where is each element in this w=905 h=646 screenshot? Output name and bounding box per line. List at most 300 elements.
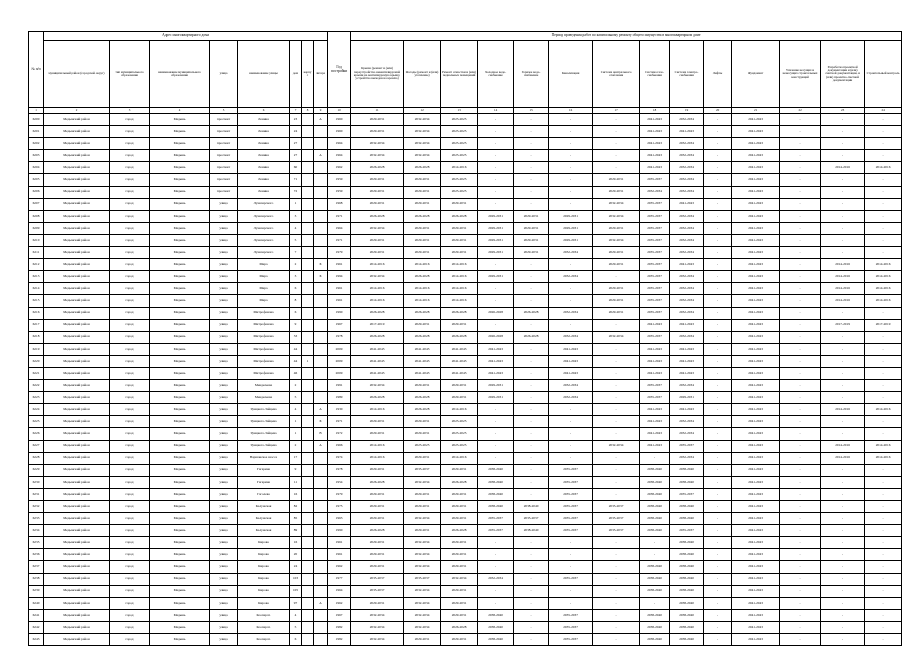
table-cell	[314, 476, 328, 488]
table-cell: 105	[290, 585, 302, 597]
table-cell: Варшавское шоссе	[238, 452, 290, 464]
table-cell: улица	[210, 440, 238, 452]
table-cell	[302, 464, 314, 476]
table-cell: 6224	[29, 404, 44, 416]
table-cell: город	[110, 259, 150, 271]
table-cell: -	[514, 597, 549, 609]
table-cell: -	[478, 561, 514, 573]
table-cell: -	[865, 621, 902, 633]
table-cell: -	[780, 597, 821, 609]
capital-repair-schedule-table	[28, 31, 902, 646]
table-row	[29, 283, 902, 295]
table-cell: 2029-2031	[404, 186, 441, 198]
table-row	[29, 271, 902, 283]
table-cell: -	[780, 331, 821, 343]
table-cell: 2029-2031	[593, 186, 640, 198]
table-cell: Медынь	[150, 621, 210, 633]
table-cell: 2041-2043	[732, 259, 780, 271]
table-cell: Медынский район	[44, 573, 110, 585]
table-cell: -	[514, 150, 549, 162]
table-cell: Медынский район	[44, 525, 110, 537]
table-cell: 1989	[328, 392, 351, 404]
table-cell: 2038-2040	[478, 464, 514, 476]
table-cell: 2014-2016	[821, 404, 865, 416]
table-cell: 2029-2031	[351, 428, 404, 440]
table-cell: 2029-2031	[549, 234, 593, 246]
table-cell: 2041-2043	[732, 126, 780, 138]
table-cell: 2035-2037	[549, 525, 593, 537]
table-cell: 1964	[328, 222, 351, 234]
table-cell: -	[514, 271, 549, 283]
table-row	[29, 259, 902, 271]
table-cell: Медынский район	[44, 343, 110, 355]
table-cell: 6232	[29, 501, 44, 513]
table-cell: 2026-2028	[404, 404, 441, 416]
table-cell: Митрофанова	[238, 319, 290, 331]
table-cell: -	[821, 525, 865, 537]
table-cell: -	[780, 234, 821, 246]
table-cell: -	[865, 609, 902, 621]
header-cell: наименование муниципального образования	[150, 41, 210, 108]
header-cell: Ремонт отмостки и (или) подвальных помещений	[441, 41, 478, 108]
table-row	[29, 380, 902, 392]
table-cell: -	[514, 283, 549, 295]
table-cell: 1964	[328, 585, 351, 597]
table-cell: 2032-2034	[404, 609, 441, 621]
table-cell: 2029-2031	[351, 186, 404, 198]
table-cell: 2035-2037	[640, 283, 670, 295]
table-cell	[302, 222, 314, 234]
table-cell: Мира	[238, 259, 290, 271]
table-cell: 2032-2034	[351, 138, 404, 150]
table-cell: 1959	[328, 174, 351, 186]
table-cell: Медынский район	[44, 283, 110, 295]
table-row	[29, 210, 902, 222]
table-cell: 2035-2037	[670, 440, 704, 452]
table-cell: 2041-2043	[670, 319, 704, 331]
table-cell: 2029-2031	[404, 380, 441, 392]
table-cell: 2038-2040	[670, 476, 704, 488]
table-cell	[302, 585, 314, 597]
table-cell: улица	[210, 343, 238, 355]
table-cell: Кирова	[238, 597, 290, 609]
table-cell: Медынский район	[44, 621, 110, 633]
table-cell: 6230	[29, 476, 44, 488]
table-cell: 2032-2034	[404, 561, 441, 573]
table-cell: -	[821, 609, 865, 621]
table-cell: -	[821, 464, 865, 476]
table-cell: 2032-2034	[404, 138, 441, 150]
table-cell	[302, 537, 314, 549]
table-cell: улица	[210, 259, 238, 271]
table-cell	[302, 440, 314, 452]
header-cell: муниципальный район (городской округ)	[44, 41, 110, 108]
table-cell: 2041-2043	[732, 609, 780, 621]
table-cell: -	[514, 259, 549, 271]
table-cell: 27	[290, 150, 302, 162]
table-row	[29, 513, 902, 525]
table-cell: 2026-2028	[478, 307, 514, 319]
table-cell: 2032-2034	[670, 428, 704, 440]
table-cell: Медынь	[150, 513, 210, 525]
table-cell: 2041-2043	[478, 343, 514, 355]
table-cell: Митрофанова	[238, 367, 290, 379]
table-cell: -	[478, 549, 514, 561]
table-cell: 1961	[328, 537, 351, 549]
table-cell: -	[704, 634, 732, 646]
table-cell: 2032-2034	[549, 380, 593, 392]
table-cell: 82	[290, 501, 302, 513]
table-cell: Ленина	[238, 126, 290, 138]
table-cell: -	[821, 247, 865, 259]
table-cell: Гоголева	[238, 488, 290, 500]
table-cell: 2041-2043	[732, 355, 780, 367]
table-cell: Медынь	[150, 404, 210, 416]
table-cell: 2038-2040	[478, 501, 514, 513]
table-cell: Гагарина	[238, 476, 290, 488]
table-cell: Медынь	[150, 549, 210, 561]
table-cell: 2035-2037	[549, 501, 593, 513]
table-cell: 2026-2028	[514, 307, 549, 319]
table-cell: 6209	[29, 222, 44, 234]
table-cell: город	[110, 488, 150, 500]
table-cell: -	[514, 114, 549, 126]
table-cell: улица	[210, 380, 238, 392]
table-cell: -	[704, 150, 732, 162]
table-cell: -	[514, 537, 549, 549]
table-cell: 2041-2043	[732, 114, 780, 126]
table-cell	[314, 222, 328, 234]
table-cell: 1967	[328, 609, 351, 621]
table-cell: -	[821, 634, 865, 646]
table-row	[29, 488, 902, 500]
table-cell: город	[110, 367, 150, 379]
table-cell: 3	[290, 210, 302, 222]
table-cell: Медынский район	[44, 355, 110, 367]
table-cell: 2041-2043	[351, 343, 404, 355]
column-number-cell: 14	[478, 108, 514, 114]
table-row	[29, 525, 902, 537]
table-cell: -	[780, 464, 821, 476]
table-cell: 2035-2037	[351, 573, 404, 585]
table-cell: 6229	[29, 464, 44, 476]
table-cell: Луначарского	[238, 198, 290, 210]
table-cell: 2041-2043	[670, 404, 704, 416]
table-cell: улица	[210, 271, 238, 283]
table-cell: А	[314, 404, 328, 416]
table-cell: 2029-2031	[351, 488, 404, 500]
column-number-cell: 10	[328, 108, 351, 114]
table-cell: Медынский район	[44, 138, 110, 150]
table-cell: 2041-2043	[732, 247, 780, 259]
table-cell: 2038-2040	[640, 525, 670, 537]
table-cell: 6	[290, 307, 302, 319]
table-cell: 2029-2031	[478, 380, 514, 392]
table-cell: -	[704, 621, 732, 633]
table-cell: 2035-2037	[640, 392, 670, 404]
table-cell: -	[865, 428, 902, 440]
table-cell	[302, 174, 314, 186]
table-cell	[314, 501, 328, 513]
table-cell	[302, 295, 314, 307]
table-cell: 103	[290, 573, 302, 585]
table-cell: -	[780, 222, 821, 234]
table-cell: 2038-2040	[670, 621, 704, 633]
table-cell: 2038-2040	[670, 549, 704, 561]
table-row	[29, 573, 902, 585]
table-cell: 2035-2037	[640, 259, 670, 271]
table-cell: -	[549, 114, 593, 126]
table-cell: 2041-2043	[732, 440, 780, 452]
table-cell: Ленина	[238, 186, 290, 198]
table-cell: -	[704, 537, 732, 549]
table-cell: 2017-2019	[821, 319, 865, 331]
table-cell: -	[865, 126, 902, 138]
table-cell: -	[865, 367, 902, 379]
table-cell: Медынский район	[44, 404, 110, 416]
table-cell: 1954	[328, 476, 351, 488]
table-cell: 2032-2034	[593, 331, 640, 343]
table-cell: 2029-2031	[404, 634, 441, 646]
table-cell: 1962	[328, 561, 351, 573]
table-cell: Медынский район	[44, 380, 110, 392]
table-row	[29, 367, 902, 379]
table-cell: 2032-2034	[593, 440, 640, 452]
table-cell: 1979	[328, 488, 351, 500]
table-cell: 6220	[29, 355, 44, 367]
table-cell: Менделеева	[238, 392, 290, 404]
table-cell: 4	[290, 222, 302, 234]
table-cell: -	[549, 126, 593, 138]
table-cell: 2041-2043	[404, 355, 441, 367]
table-cell: 1978	[328, 331, 351, 343]
table-cell: улица	[210, 476, 238, 488]
table-cell: -	[780, 319, 821, 331]
table-cell: 2041-2043	[640, 355, 670, 367]
table-cell: 6227	[29, 440, 44, 452]
table-cell: -	[821, 186, 865, 198]
table-cell: улица	[210, 247, 238, 259]
column-number-cell: 24	[865, 108, 902, 114]
table-cell: -	[704, 319, 732, 331]
table-cell: -	[865, 138, 902, 150]
table-cell: 1968	[328, 198, 351, 210]
table-cell: Б	[314, 259, 328, 271]
table-cell: 2041-2043	[441, 367, 478, 379]
table-cell: -	[593, 476, 640, 488]
table-cell: Медынь	[150, 525, 210, 537]
table-cell: -	[549, 452, 593, 464]
table-cell: 1962	[328, 162, 351, 174]
table-cell	[314, 210, 328, 222]
table-cell: 17	[290, 452, 302, 464]
table-cell: -	[593, 126, 640, 138]
table-cell: 2023-2025	[441, 416, 478, 428]
table-cell: -	[704, 428, 732, 440]
table-cell: 2	[290, 440, 302, 452]
table-cell: 2038-2040	[478, 634, 514, 646]
table-cell: 2032-2034	[351, 150, 404, 162]
table-cell: 2032-2034	[670, 283, 704, 295]
table-cell: 6222	[29, 380, 44, 392]
table-cell: город	[110, 597, 150, 609]
table-cell: 2029-2031	[441, 561, 478, 573]
header-cell: Система газо-снабжения	[640, 41, 670, 108]
table-cell: 2029-2031	[593, 174, 640, 186]
table-row	[29, 609, 902, 621]
table-cell: 2017-2019	[865, 319, 902, 331]
table-cell: -	[593, 537, 640, 549]
table-cell: Медынь	[150, 634, 210, 646]
table-cell: 2029-2031	[404, 452, 441, 464]
table-cell: 2041-2043	[549, 343, 593, 355]
table-cell: 23	[290, 114, 302, 126]
table-cell: 1961	[328, 295, 351, 307]
table-cell: 2041-2043	[732, 452, 780, 464]
table-cell: 2035-2037	[404, 573, 441, 585]
table-cell	[314, 343, 328, 355]
table-row	[29, 549, 902, 561]
table-cell: 6233	[29, 513, 44, 525]
table-cell: улица	[210, 428, 238, 440]
table-cell: -	[865, 525, 902, 537]
table-cell: -	[478, 162, 514, 174]
table-cell	[302, 428, 314, 440]
table-cell	[302, 271, 314, 283]
table-cell: город	[110, 271, 150, 283]
table-cell: 2041-2043	[732, 380, 780, 392]
table-cell: Медынский район	[44, 549, 110, 561]
table-cell: 2029-2031	[514, 210, 549, 222]
table-cell	[314, 186, 328, 198]
table-cell: Медынский район	[44, 222, 110, 234]
table-cell: -	[593, 561, 640, 573]
table-cell: -	[821, 501, 865, 513]
header-cell: Холодное водо-снабжение	[478, 41, 514, 108]
table-cell: 2029-2031	[549, 222, 593, 234]
table-cell: 2038-2040	[640, 464, 670, 476]
table-cell: 1971	[328, 234, 351, 246]
table-cell: -	[549, 561, 593, 573]
table-cell: 2041-2043	[732, 549, 780, 561]
table-cell: 2038-2040	[670, 513, 704, 525]
table-row	[29, 355, 902, 367]
table-cell: улица	[210, 609, 238, 621]
table-cell: 5	[290, 392, 302, 404]
table-cell: 2035-2037	[549, 476, 593, 488]
table-cell: Калужская	[238, 501, 290, 513]
table-body	[29, 114, 902, 646]
table-cell: город	[110, 210, 150, 222]
table-cell: -	[478, 259, 514, 271]
table-cell: А	[314, 150, 328, 162]
table-cell: Калужская	[238, 513, 290, 525]
table-cell: 2032-2034	[670, 222, 704, 234]
table-cell: 2029-2031	[441, 488, 478, 500]
table-cell: 2014-2016	[865, 259, 902, 271]
table-cell: Медынский район	[44, 126, 110, 138]
table-cell: -	[821, 331, 865, 343]
table-cell: город	[110, 234, 150, 246]
table-cell: 1966	[328, 440, 351, 452]
table-cell: 6215	[29, 295, 44, 307]
table-cell: 2035-2037	[640, 174, 670, 186]
table-cell: -	[478, 138, 514, 150]
table-cell: 2029-2031	[404, 319, 441, 331]
table-cell: -	[865, 234, 902, 246]
table-cell: Урицкого-Зайцева	[238, 428, 290, 440]
table-cell: город	[110, 404, 150, 416]
table-cell: 2029-2031	[593, 247, 640, 259]
table-cell: -	[780, 428, 821, 440]
table-cell	[314, 609, 328, 621]
table-cell: Митрофанова	[238, 355, 290, 367]
table-cell: -	[704, 585, 732, 597]
table-row	[29, 561, 902, 573]
table-cell: Урицкого-Зайцева	[238, 404, 290, 416]
table-cell: город	[110, 138, 150, 150]
table-cell: 2038-2040	[670, 585, 704, 597]
table-cell: Медынь	[150, 150, 210, 162]
table-cell: 6205	[29, 174, 44, 186]
table-cell	[314, 331, 328, 343]
table-cell: 2041-2043	[732, 295, 780, 307]
table-cell	[302, 343, 314, 355]
table-cell: 2029-2031	[441, 513, 478, 525]
table-cell: 2038-2040	[478, 609, 514, 621]
table-cell: улица	[210, 537, 238, 549]
table-cell: 2038-2040	[670, 561, 704, 573]
table-cell: 2035-2037	[549, 488, 593, 500]
table-cell: -	[640, 452, 670, 464]
table-cell: город	[110, 609, 150, 621]
table-cell: -	[780, 307, 821, 319]
header-cell: Строительный контроль	[865, 41, 902, 108]
table-cell: -	[704, 138, 732, 150]
table-cell: 2041-2043	[732, 392, 780, 404]
table-cell: Медынь	[150, 247, 210, 259]
table-cell: Медынь	[150, 331, 210, 343]
table-cell: 2026-2028	[404, 271, 441, 283]
table-cell: Медынский район	[44, 307, 110, 319]
table-cell: проспект	[210, 126, 238, 138]
table-cell: 2041-2043	[351, 367, 404, 379]
table-cell: -	[478, 186, 514, 198]
table-cell: 2035-2037	[351, 585, 404, 597]
table-cell: 2029-2031	[351, 537, 404, 549]
table-cell: 2041-2043	[732, 525, 780, 537]
table-cell: -	[704, 452, 732, 464]
table-cell: -	[821, 488, 865, 500]
table-cell: Ленина	[238, 150, 290, 162]
table-cell: 20	[290, 549, 302, 561]
table-cell: -	[865, 464, 902, 476]
table-cell: улица	[210, 488, 238, 500]
table-cell: -	[593, 355, 640, 367]
table-cell: проспект	[210, 150, 238, 162]
table-cell: Медынский район	[44, 501, 110, 513]
table-cell: 2014-2016	[865, 440, 902, 452]
table-cell: город	[110, 464, 150, 476]
table-cell: 16	[290, 537, 302, 549]
table-cell: -	[704, 488, 732, 500]
table-cell	[314, 452, 328, 464]
table-cell: Митрофанова	[238, 331, 290, 343]
table-cell: -	[549, 283, 593, 295]
column-number-cell: 13	[441, 108, 478, 114]
table-cell: 1961	[328, 283, 351, 295]
table-cell: 2014-2016	[441, 295, 478, 307]
